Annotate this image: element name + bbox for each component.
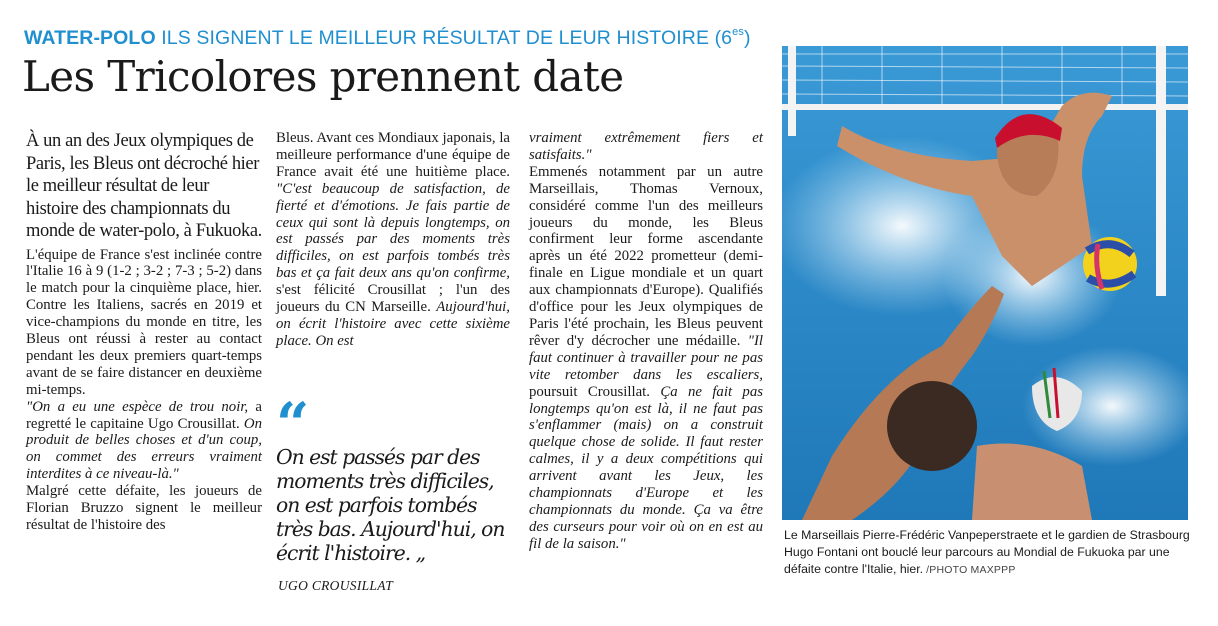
col3-quote-0-text: vraiment extrêmement fiers et satisfaits." <box>529 130 763 163</box>
col2-quote-1: "C'est beaucoup de satisfaction, de fierté et d'émotions. Je fais partie de ceux qui sont là depuis longtemps, on est passés par des moments très difficiles, on est parfois tombés très bas et ça fait deux ans qu'on confirme, <box>276 180 510 282</box>
col3-quote-1: "Il faut continuer à travailler pour ne pas vite retomber dans les escaliers, <box>529 332 763 383</box>
col1-text-2: a regretté le capitaine Ugo Crousillat. <box>26 398 262 432</box>
col2-quote-2: Aujourd'hui, on écrit l'histoire avec cette sixième place. On est <box>276 299 510 349</box>
goal-crossbar <box>782 104 1188 110</box>
goal-post-left <box>788 46 796 136</box>
col3-paragraph-1 <box>529 164 763 553</box>
article-lead: À un an des Jeux olympiques de Paris, les Bleus ont décroché hier le meilleur résultat de leur histoire des championnats du monde de water-polo, à Fukuoka. <box>26 131 262 241</box>
pull-quote-author: UGO CROUSILLAT <box>278 578 394 593</box>
col1-paragraph-2 <box>26 399 262 484</box>
kicker-sup: es <box>732 25 744 38</box>
section-kicker <box>24 27 751 50</box>
article-headline: Les Tricolores prennent date <box>22 52 624 101</box>
pull-quote-text: On est passés par des moments très difficiles, on est parfois tombés très bas. Aujourd'hui, on écrit l'histoire. <box>276 445 505 565</box>
article-column-2 <box>276 130 510 350</box>
pull-quote-close: „ <box>410 541 426 565</box>
article-column-3 <box>529 130 763 553</box>
col3-text-2: poursuit Crousillat. <box>529 383 661 400</box>
caption-text: Le Marseillais Pierre-Frédéric Vanpeperstraete et le gardien de Strasbourg Hugo Fontani ont bouclé leur parcours au Mondial de Fukuoka par une défaite contre l'Italie, hier. <box>784 528 1190 576</box>
quote-mark-icon: “ <box>276 390 310 458</box>
col1-quote-2: On produit de belles choses et d'un coup, on commet des erreurs vraiment interdites à ce niveau-là." <box>26 415 262 483</box>
water-polo-ball <box>1083 237 1137 291</box>
kicker-text: ILS SIGNENT LE MEILLEUR RÉSULTAT DE LEUR HISTOIRE (6 <box>161 27 733 49</box>
col2-paragraph-1 <box>276 130 510 350</box>
col2-text-1: Bleus. Avant ces Mondiaux japonais, la meilleure performance d'une équipe de France avait été une huitième place. <box>276 130 510 180</box>
col3-quote-0 <box>529 130 763 164</box>
col3-quote-2: Ça ne fait pas longtemps qu'on est là, il ne faut pas s'enflammer (mais) on a construit quelque chose de solide. Il faut rester calmes, il y a deux compétitions qui arrivent avant les Jeux, les championnats d'Europe et les championnats du monde. Ça va être des curseurs pour voir où on en est au fil de la saison." <box>529 383 763 552</box>
photo-caption <box>784 527 1194 579</box>
section-label: WATER-POLO <box>24 27 156 49</box>
kicker-close: ) <box>743 27 751 49</box>
goal-post <box>1156 46 1166 296</box>
col1-paragraph-3: Malgré cette défaite, les joueurs de Florian Bruzzo signent le meilleur résultat de l'histoire des <box>26 483 262 533</box>
article-photo <box>782 46 1188 520</box>
col1-quote-1: "On a eu une espèce de trou noir, <box>26 398 249 415</box>
col3-text-1: Emmenés notamment par un autre Marseillais, Thomas Vernoux, considéré comme l'un des meilleurs joueurs du monde, les Bleus confirment leur forme ascendante après un été 2022 prometteur (demi-finale en Ligue mondiale et un quart aux championnats d'Europe). Qualifiés d'office pour les Jeux olympiques de Paris l'été prochain, les Bleus peuvent rêver d'y décrocher une médaille. <box>529 163 763 349</box>
col2-text-2: s'est félicité Crousillat ; l'un des joueurs du CN Marseille. <box>276 282 510 316</box>
pull-quote <box>276 445 516 565</box>
photo-credit: /PHOTO MAXPPP <box>923 564 1016 576</box>
water-polo-photo <box>782 46 1188 520</box>
col1-paragraph-1: L'équipe de France s'est inclinée contre l'Italie 16 à 9 (1-2 ; 3-2 ; 7-3 ; 5-2) dans le match pour la cinquième place, hier. Contre les Italiens, sacrés en 2019 et vice-champions du monde en titre, les Bleus ont réussi à rester au contact pendant les deux premiers quart-temps avant de se faire distancer en deuxième mi-temps. <box>26 246 262 398</box>
article-column-1 <box>26 130 262 534</box>
